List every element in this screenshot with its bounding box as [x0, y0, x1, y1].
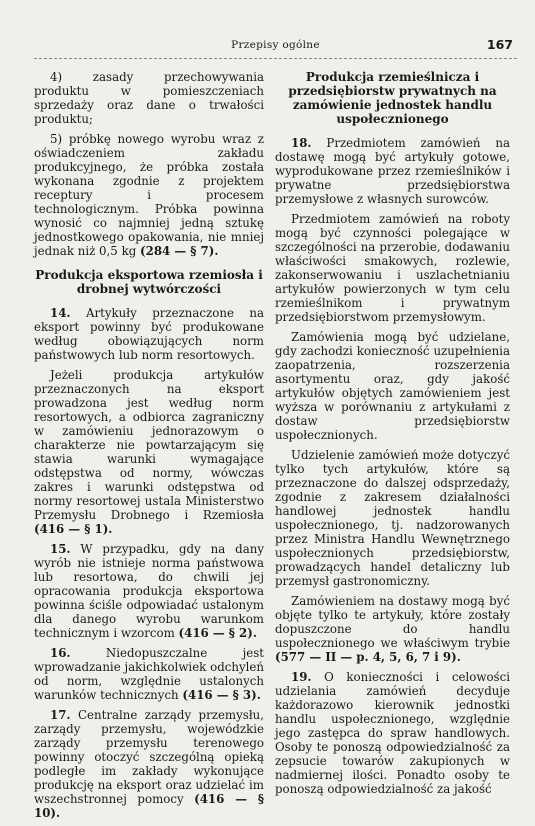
paragraph-text: Zamówieniem na dostawy mogą być objęte tylko te artykuły, które zostały dopuszczone do handlu uspołecznionego we właściwym trybie	[275, 594, 510, 650]
left-column	[34, 70, 264, 826]
section-heading-export: Produkcja eksportowa rzemiosła i drobnej wytwórczości	[35, 268, 263, 296]
paragraph-text: O konieczności i celowości udzielania zamówień decyduje każdorazowo kierownik jednostki handlu uspołecznionego, względnie jego zastępca do spraw handlowych. Osoby te ponoszą odpowiedzialność za zepsucie towarów zakupionych w nadmiernej ilości. Ponadto osoby te ponoszą odpowiedzialność za jakość	[275, 670, 510, 796]
paragraph-14	[34, 306, 264, 362]
paragraph-number: 15.	[50, 542, 71, 556]
right-column	[275, 70, 510, 802]
item-4: 4) zasady przechowywania produktu w pomieszczeniach sprzedaży oraz dane o trwałości produktu;	[34, 70, 264, 126]
paragraph-number: 16.	[50, 646, 71, 660]
paragraph-text: Centralne zarządy przemysłu, zarządy przemysłu, wojewódzkie zarządy przemysłu terenowego powinny otoczyć szczególną opieką podległe im zakłady wykonujące produkcję na eksport oraz udzielać im wszechstronnej pomocy	[34, 708, 265, 806]
paragraph-text: Niedopuszczalne jest wprowadzanie jakichkolwiek odchyleń od norm, względnie ustalonych warunków technicznych	[34, 646, 265, 702]
paragraph-15	[34, 542, 264, 640]
paragraph-reference: (577 — II — p. 4, 5, 6, 7 i 9).	[275, 650, 461, 664]
paragraph-number: 18.	[291, 136, 312, 150]
paragraph-number: 19.	[291, 670, 312, 684]
item-5-text: 5) próbkę nowego wyrobu wraz z oświadczeniem zakładu produkcyjnego, że próbka została wykonana zgodnie z projektem receptury i procesem technologicznym. Próbka powinna wynosić co najmniej jedną sztukę jednostkowego opakowania, nie mniej jednak niż 0,5 kg	[34, 132, 264, 258]
paragraph-number: 17.	[50, 708, 71, 722]
paragraph-reference: (416 — § 3).	[182, 688, 261, 702]
paragraph-text: Przedmiotem zamówień na dostawę mogą być artykuły gotowe, wyprodukowane przez rzemieślników i prywatne przedsiębiorstwa przemysłowe z własnych surowców.	[275, 136, 511, 206]
paragraph-16	[34, 646, 264, 702]
paragraph-text: Artykuły przeznaczone na eksport powinny być produkowane według obowiązujących norm państwowych lub norm resortowych.	[34, 306, 265, 362]
running-title: Przepisy ogólne	[231, 39, 320, 51]
paragraph-reference: (416 — § 1).	[34, 522, 113, 536]
paragraph-text: W przypadku, gdy na dany wyrób nie istnieje norma państwowa lub resortowa, do chwili jej opracowania produkcja eksportowa powinna ściśle odpowiadać ustalonym dla danego wyrobu warunkom technicznym i wzorcom	[34, 542, 265, 640]
paragraph-reference: (416 — § 10).	[34, 792, 265, 820]
paragraph-18b: Przedmiotem zamówień na roboty mogą być czynności polegające w szczególności na przerobie, dodawaniu właściwości smakowych, rozlewie, zakonserwowaniu i uszlachetnianiu artykułów powierzonych w tym celu rzemieślnikom i prywatnym przedsiębiorstwom przemysłowym.	[275, 212, 510, 324]
paragraph-14b	[34, 368, 264, 536]
paragraph-number: 14.	[50, 306, 71, 320]
page-number: 167	[486, 37, 513, 52]
item-5	[34, 132, 264, 258]
paragraph-text: Jeżeli produkcja artykułów przeznaczonych na eksport prowadzona jest według norm resortowych, a odbiorca zagraniczny w zamówieniu jednorazowym o charakterze nie powtarzającym się stawia warunki wymagające odstępstwa od normy, wówczas zakres i warunki odstępstwa od normy resortowej ustala Ministerstwo Przemysłu Drobnego i Rzemiosła	[34, 368, 264, 522]
paragraph-reference: (416 — § 2).	[178, 626, 257, 640]
paragraph-17	[34, 708, 264, 820]
item-5-reference: (284 — § 7).	[140, 244, 219, 258]
paragraph-18e	[275, 594, 510, 664]
section-heading-craft: Produkcja rzemieślnicza i przedsiębiorstw prywatnych na zamówienie jednostek handlu uspołecznionego	[288, 70, 497, 126]
paragraph-18	[275, 136, 510, 206]
paragraph-19	[275, 670, 510, 796]
page-header	[34, 28, 517, 59]
paragraph-18c: Zamówienia mogą być udzielane, gdy zachodzi konieczność uzupełnienia zaopatrzenia, rozszerzenia asortymentu oraz, gdy jakość artykułów objętych zamówieniem jest wyższa w porównaniu z artykułami z dostaw przedsiębiorstw uspołecznionych.	[275, 330, 510, 442]
paragraph-18d: Udzielenie zamówień może dotyczyć tylko tych artykułów, które są przeznaczone do dalszej odsprzedaży, zgodnie z zakresem działalności handlowej jednostek handlu uspołecznionego, tj. nadzorowanych przez Ministra Handlu Wewnętrznego uspołecznionych przedsiębiorstw, prowadzących handel detaliczny lub przemysł gastronomiczny.	[275, 448, 510, 588]
